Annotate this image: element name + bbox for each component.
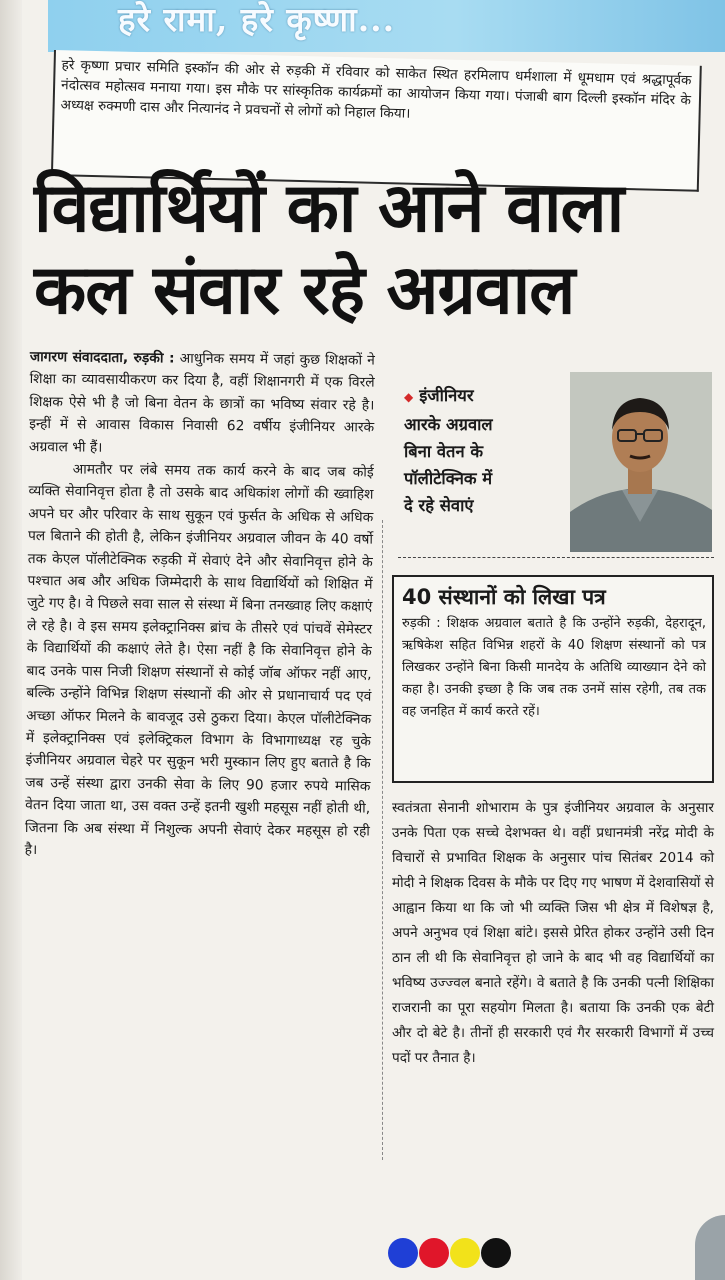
pull-quote bbox=[404, 382, 564, 519]
headline-line-2: कल संवार रहे अग्रवाल bbox=[34, 251, 575, 330]
letter-box-title: 40 संस्थानों को लिखा पत्र bbox=[402, 585, 606, 609]
iskcon-news-text: हरे कृष्णा प्रचार समिति इस्कॉन की ओर से रुड़की में रविवार को साकेत स्थित हरमिलाप धर्मशाला में धूमधाम एवं श्रद्धापूर्वक नंदोत्सव महोत्सव मनाया गया। इस मौके पर सांस्कृतिक कार्यक्रमों का आयोजन किया गया। पंजाबी बाग दिल्ली इस्कॉन मंदिर के अध्यक्ष रुक्मणी दास और नित्यानंद ने प्रवचनों से लोगों को निहाल किया। bbox=[60, 57, 692, 122]
pull-quote-line-3: बिना वेतन के bbox=[404, 442, 484, 461]
dateline: जागरण संवाददाता, रुड़की : bbox=[29, 348, 175, 367]
banner-title: हरे रामा, हरे कृष्णा... bbox=[118, 0, 396, 39]
reg-mark-yellow bbox=[450, 1238, 480, 1268]
reg-mark-red bbox=[419, 1238, 449, 1268]
section-separator bbox=[398, 557, 714, 558]
article-paragraph-1-text: आधुनिक समय में जहां कुछ शिक्षकों ने शिक्षा का व्यावसायीकरण कर दिया है, वहीं शिक्षानगरी में एक विरले शिक्षक ऐसे भी है जो बिना वेतन के छात्रों का भविष्य संवार रहे है। इन्हीं में से आवास विकास निवासी 62 वर्षीय इंजीनियर आरके अग्रवाल भी हैं। bbox=[28, 350, 375, 456]
pull-quote-line-2: आरके अग्रवाल bbox=[404, 415, 493, 434]
print-registration-marks bbox=[388, 1238, 511, 1268]
article-left-column bbox=[25, 346, 375, 865]
top-banner bbox=[48, 0, 725, 52]
column-divider bbox=[382, 520, 383, 1160]
pull-quote-text-1: इंजीनियर bbox=[419, 386, 474, 405]
letter-box-text: रुड़की : शिक्षक अग्रवाल बताते है कि उन्होंने रुड़की, देहरादून, ऋषिकेश सहित विभिन्न शहरों के 40 शिक्षण संस्थानों को पत्र लिखकर उन्होंने बिना किसी मानदेय के अतिथि व्याख्यान देने को कहा है। उनकी इच्छा है कि जब तक उनमें सांस रहेगी, तब तक वह जनहित में कार्य करते रहें। bbox=[402, 616, 706, 719]
article-paragraph-2: आमतौर पर लंबे समय तक कार्य करने के बाद जब कोई व्यक्ति सेवानिवृत्त होता है तो उसके बाद अधिकांश लोगों की ख्वाहिश अपने घर और परिवार के साथ सुकून एवं फुर्सत के अधिक से अधिक पल बिताने की होती है, लेकिन इंजीनियर अग्रवाल जीवन के 40 वर्षो तक केएल पॉलीटेक्निक रुड़की में सेवाएं देने और सेवानिवृत्त होने के पश्चात अब और अधिक जिम्मेदारी के साथ विद्यार्थियों को शिक्षित में जुटे गए है। वे पिछले सवा साल से संस्था में बिना तनख्वाह लिए कक्षाएं ले रहे है। वे इस समय इलेक्ट्रानिक्स ब्रांच के तीसरे एवं पांचवें सेमेस्टर के विद्यार्थियों की कक्षाएं लेते है। ऐसा नहीं है कि सेवानिवृत्त होने के बाद उनके पास निजी शिक्षण संस्थानों से कोई जॉब ऑफर नहीं आए, बल्कि उन्होंने विभिन्न शिक्षण संस्थानों की ओर से प्रधानाचार्य पद एवं अच्छा ऑफर मिलने के बावजूद उसे ठुकरा दिया। केएल पॉलीटेक्निक में इलेक्ट्रानिक्स एवं इलेक्ट्रिकल विभाग के विभागाध्यक्ष रह चुके इंजीनियर अग्रवाल चेहरे पर सुकून भरी मुस्कान लिए हुए बताते है कि जब उन्हें संस्था द्वारा उनकी सेवा के लिए 90 हजार रुपये मासिक वेतन दिया जाता था, उस वक्त उन्हें इतनी खुशी महसूस नहीं होती थी, जितना कि अब संस्था में निशुल्क अपनी सेवाएं देकर महसूस हो रही है। bbox=[24, 461, 374, 859]
pull-quote-line-1 bbox=[404, 382, 564, 411]
portrait-photo bbox=[570, 372, 712, 552]
headline-line-1: विद्यार्थियों का आने वाला bbox=[34, 169, 624, 248]
letter-box bbox=[392, 575, 714, 783]
pull-quote-line-4: पॉलीटेक्निक में bbox=[404, 469, 493, 488]
reg-mark-black bbox=[481, 1238, 511, 1268]
page-corner-shadow bbox=[695, 1215, 725, 1280]
portrait-illustration bbox=[570, 372, 712, 552]
article-right-column: स्वतंत्रता सेनानी शोभाराम के पुत्र इंजीनियर अग्रवाल के अनुसार उनके पिता एक सच्चे देशभक्त थे। वहीं प्रधानमंत्री नरेंद्र मोदी के विचारों से प्रभावित शिक्षक के अनुसार पांच सितंबर 2014 को मोदी ने शिक्षक दिवस के मौके पर दिए गए भाषण में देशवासियों से आह्वान किया था कि जो भी व्यक्ति जिस भी क्षेत्र में विशेषज्ञ है, अपने अनुभव एवं शिक्षा बांटे। इससे प्रेरित होकर उन्होंने उसी दिन ठान ली थी कि सेवानिवृत्त हो जाने के बाद भी वह विद्यार्थियों का भविष्य उज्ज्वल बनाते रहेंगे। वे बताते है कि उनकी पत्नी शिक्षिका राजरानी का पूरा सहयोग मिलता है। बताया कि उनकी एक बेटी और दो बेटे है। तीनों ही सरकारी एवं गैर सरकारी विभागों में उच्च पदों पर तैनात है। bbox=[392, 800, 714, 1066]
page-edge-shadow bbox=[0, 0, 22, 1280]
pull-quote-line-5: दे रहे सेवाएं bbox=[404, 496, 474, 515]
headline bbox=[34, 168, 714, 332]
diamond-bullet-icon: ◆ bbox=[404, 390, 414, 404]
article-paragraph-1 bbox=[29, 346, 375, 462]
reg-mark-blue bbox=[388, 1238, 418, 1268]
